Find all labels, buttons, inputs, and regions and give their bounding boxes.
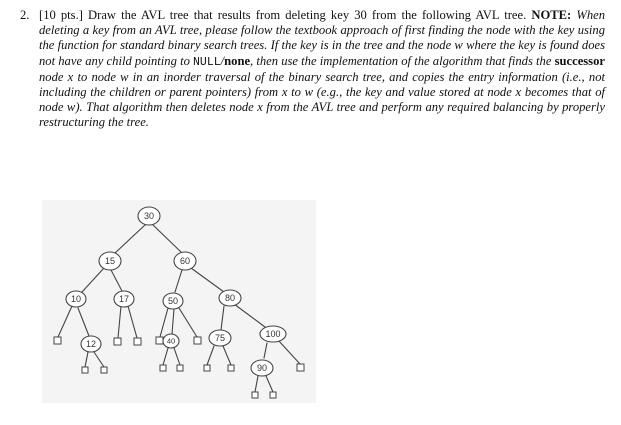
node-12-label: 12 (85, 339, 97, 349)
null-leaf (160, 365, 166, 371)
note-label: NOTE: (531, 8, 572, 22)
null-leaf (204, 365, 210, 371)
edge-40-null-b (174, 348, 180, 365)
null-leaf (134, 338, 141, 345)
edge-90-null-a (255, 376, 258, 392)
edge-60-50 (175, 270, 182, 292)
edge-12-null-a (85, 352, 88, 367)
null-leaf (194, 337, 201, 344)
note-text-2: , then use the implementation of the algorithm that finds the (250, 53, 555, 68)
edge-17-null-a (118, 306, 121, 338)
edge-50-40 (172, 309, 174, 334)
node-50-label: 50 (167, 296, 179, 306)
node-15-label: 15 (104, 256, 116, 266)
note-text-3: node x to node w in an inorder traversal of the binary search tree, and copies the entry information (i.e., not including the children or parent pointers) from x to w (e.g., the key and value stored at node x becomes that of node w). That algorithm then deletes node x from the AVL tree and perform any required balancing by properly restructuring the tree. (39, 69, 605, 130)
problem-statement (20, 8, 605, 131)
null-leaf (114, 338, 121, 345)
none-keyword: none (224, 53, 251, 68)
problem-text (39, 8, 605, 131)
node-80-label: 80 (224, 293, 236, 303)
edge-30-60 (153, 225, 181, 252)
successor-keyword: successor (554, 53, 605, 68)
edge-12-null-b (94, 352, 104, 367)
edge-80-100 (234, 304, 265, 327)
edge-50-null-b (179, 308, 197, 337)
edge-15-10 (82, 268, 104, 292)
note-text-1: When deleting a key from an AVL tree, please follow the textbook approach of first finding the node with the key using the function for standard binary search trees. If the key is in the tree and the node w where the key is found does not have any child pointing to (39, 8, 606, 68)
edge-40-null-a (163, 348, 168, 365)
edge-100-null (278, 340, 300, 364)
node-40-label: 40 (166, 336, 176, 346)
slash-text: / (220, 53, 225, 68)
edge-60-80 (191, 268, 224, 292)
edge-17-null-b (128, 306, 137, 338)
edge-10-null (58, 306, 72, 337)
edge-50-null (160, 308, 168, 337)
edge-15-17 (111, 270, 122, 291)
problem-intro: Draw the AVL tree that results from deleting key 30 from the following AVL tree. (82, 8, 532, 22)
node-100-label: 100 (265, 329, 281, 339)
null-leaf (252, 392, 258, 398)
edge-100-90 (264, 343, 267, 358)
avl-tree-drawing (42, 200, 316, 403)
edge-90-null-b (266, 376, 273, 392)
null-leaf (177, 365, 183, 371)
node-90-label: 90 (256, 363, 268, 373)
null-leaf (101, 367, 107, 373)
null-leaf (82, 367, 88, 373)
node-10-label: 10 (70, 294, 82, 304)
edge-75-null-a (207, 346, 214, 365)
edge-75-null-b (223, 346, 231, 365)
avl-tree-figure (42, 200, 316, 403)
edge-10-12 (78, 308, 89, 336)
node-17-label: 17 (118, 294, 130, 304)
edge-30-15 (115, 225, 145, 253)
null-leaf (270, 392, 276, 398)
null-keyword: NULL (193, 55, 221, 69)
node-75-label: 75 (214, 333, 226, 343)
edge-80-75 (221, 306, 224, 330)
null-leaf (228, 365, 234, 371)
node-30-label: 30 (143, 211, 155, 221)
null-leaf (297, 364, 304, 371)
null-leaf (54, 337, 61, 344)
problem-number: 2. (20, 8, 30, 22)
points-label: [10 pts.] (39, 8, 83, 22)
node-60-label: 60 (179, 256, 191, 266)
null-leaf (156, 337, 163, 344)
